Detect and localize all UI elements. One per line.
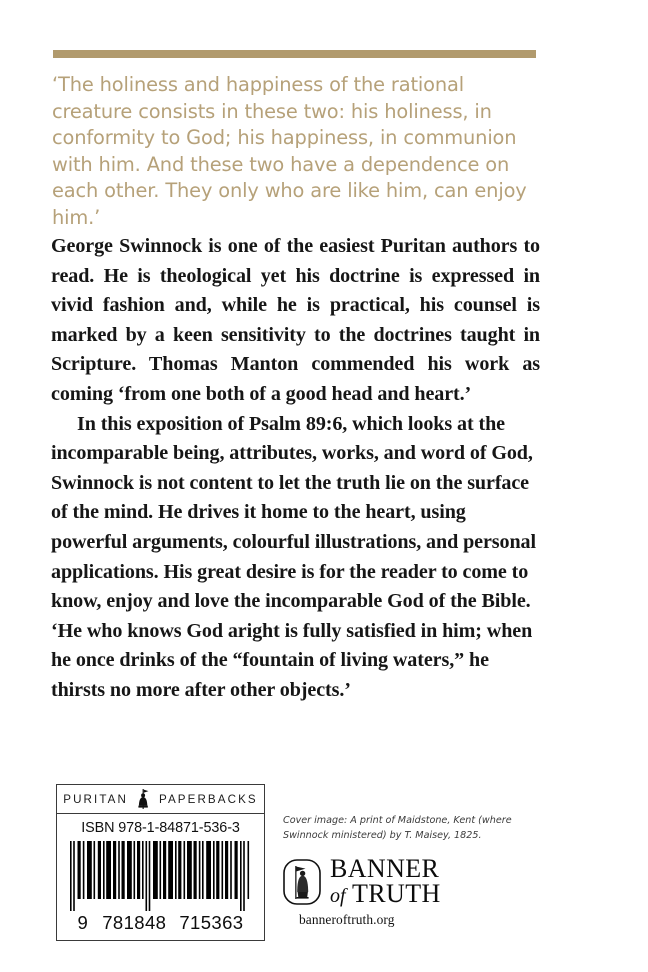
barcode-bars bbox=[70, 841, 251, 911]
barcode-digit-group-2: 715363 bbox=[179, 912, 244, 933]
banner-bearer-emblem-icon bbox=[283, 859, 321, 905]
barcode-digits bbox=[64, 912, 257, 934]
barcode-bars-wrap bbox=[64, 841, 257, 911]
publisher-name-line2: TRUTH bbox=[352, 879, 441, 909]
publisher-name bbox=[330, 856, 441, 907]
cover-image-credit: Cover image: A print of Maidstone, Kent (where Swinnock ministered) by T. Maisey, 1825. bbox=[283, 815, 512, 841]
publisher-logo-row bbox=[283, 856, 545, 907]
series-label-right: PAPERBACKS bbox=[158, 792, 258, 806]
description-paragraph-2: In this exposition of Psalm 89:6, which looks at the incomparable being, attributes, works, and word of God, Swinnock is not content to let the truth lie on the surface of the mind. He drives it home to the heart, using powerful arguments, colourful illustrations, and personal applications. His great desire is for the reader to come to know, enjoy and love the incomparable God of the Bible. ‘He who knows God aright is fully satisfied in him; when he once drinks of the “fountain of living waters,” he thirsts no more after other objects.’ bbox=[51, 412, 536, 701]
publisher-url[interactable]: banneroftruth.org bbox=[299, 912, 395, 928]
isbn-number: ISBN 978-1-84871-536-3 bbox=[81, 820, 240, 836]
isbn-barcode-block bbox=[56, 784, 265, 941]
series-label-left: PURITAN bbox=[63, 792, 128, 806]
pull-quote: ‘The holiness and happiness of the rational creature consists in these two: his holiness, in conformity to God; his happiness, in communion with him. And these two have a dependence on each other. They only who are like him, can enjoy him.’ bbox=[52, 73, 527, 229]
publisher-logo-block bbox=[283, 856, 545, 928]
isbn-area bbox=[57, 814, 264, 940]
back-cover-description bbox=[51, 232, 540, 706]
publisher-name-line1: BANNER bbox=[330, 854, 440, 883]
publisher-name-of: of bbox=[330, 885, 346, 908]
barcode-digit-lead: 9 bbox=[77, 912, 89, 933]
standard-bearer-figure-icon bbox=[137, 789, 150, 809]
top-gold-rule bbox=[53, 50, 536, 58]
puritan-paperbacks-band bbox=[57, 785, 264, 814]
description-paragraph-1: George Swinnock is one of the easiest Puritan authors to read. He is theological yet his doctrine is expressed in vivid fashion and, while he is practical, his counsel is marked by a keen sensitivity to the doctrines taught in Scripture. Thomas Manton commended his work as coming ‘from one both of a good head and heart.’ bbox=[51, 235, 540, 405]
barcode-digit-group-1: 781848 bbox=[102, 912, 167, 933]
publisher-name-line2-wrap bbox=[330, 881, 441, 907]
